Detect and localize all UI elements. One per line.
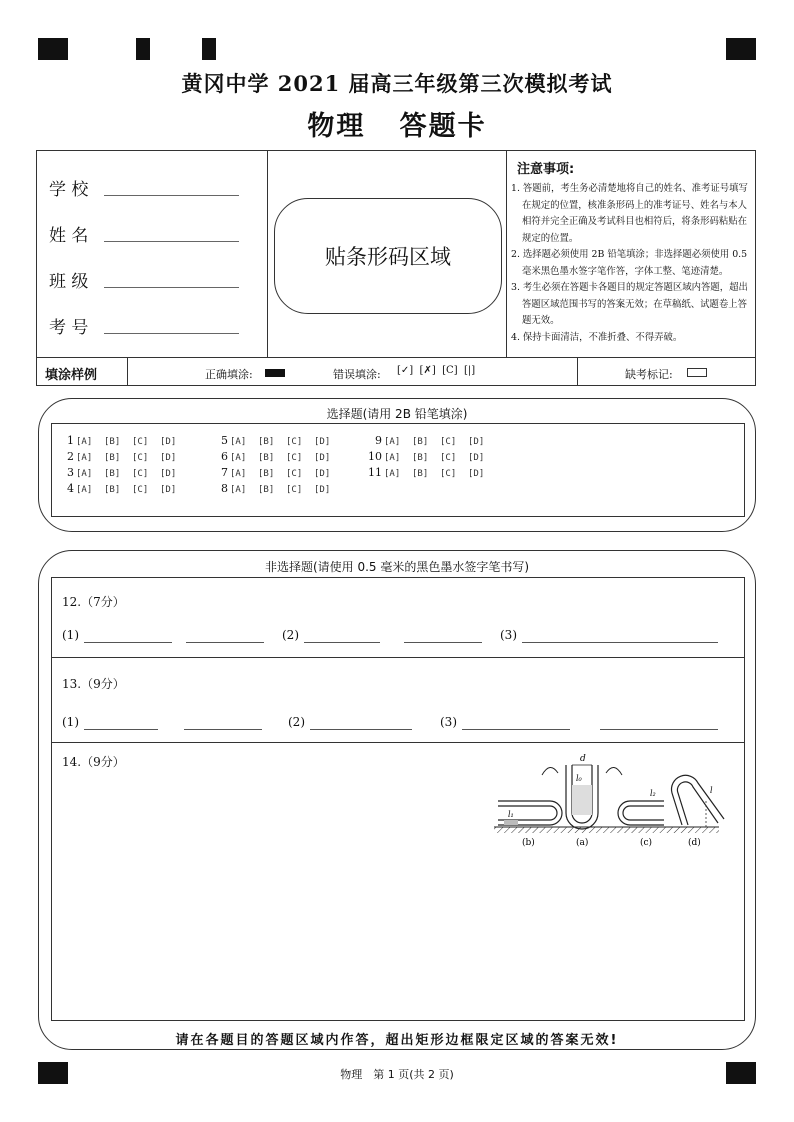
- fig-label-c: (c): [640, 838, 653, 848]
- class-field[interactable]: [49, 267, 88, 292]
- question-number: 4: [67, 482, 74, 495]
- answer-bubble[interactable]: [A]: [384, 453, 401, 463]
- absent-mark-label: 缺考标记:: [625, 368, 673, 381]
- answer-bubble[interactable]: [D]: [160, 469, 177, 479]
- registration-mark-top-right: [726, 38, 756, 60]
- answer-bubble[interactable]: [A]: [76, 469, 93, 479]
- nonchoice-section: [38, 550, 756, 1050]
- question-number: 11: [368, 466, 382, 479]
- answer-bubble[interactable]: [C]: [132, 437, 149, 447]
- choice-question-row: [212, 482, 342, 495]
- student-info-block: [36, 150, 756, 358]
- answer-bubble[interactable]: [D]: [314, 453, 331, 463]
- name-line: [104, 241, 239, 242]
- answer-bubble[interactable]: [C]: [440, 437, 457, 447]
- answer-bubble[interactable]: [C]: [286, 485, 303, 495]
- answer-bubble[interactable]: [A]: [384, 469, 401, 479]
- notes-list: [511, 181, 753, 346]
- choice-question-row: [366, 450, 496, 463]
- answer-bubble[interactable]: [A]: [230, 485, 247, 495]
- absent-mark-box[interactable]: [687, 368, 707, 377]
- exam-number-label: 考 号: [49, 318, 89, 338]
- choice-question-row: [366, 434, 496, 447]
- choice-question-row: [366, 466, 496, 479]
- name-field[interactable]: [49, 221, 88, 246]
- class-label: 班 级: [49, 272, 89, 292]
- answer-bubble[interactable]: [D]: [468, 437, 485, 447]
- card-title: [0, 104, 794, 143]
- answer-bubble[interactable]: [B]: [412, 437, 429, 447]
- school-field[interactable]: [49, 175, 88, 200]
- answer-bubble[interactable]: [D]: [314, 485, 331, 495]
- answer-bubble[interactable]: [B]: [104, 485, 121, 495]
- nonchoice-title: 非选择题(请使用 0.5 毫米的黑色墨水签字笔书写): [264, 560, 530, 574]
- question-number: 3: [67, 466, 74, 479]
- answer-bubble[interactable]: [B]: [258, 453, 275, 463]
- answer-bubble[interactable]: [C]: [286, 469, 303, 479]
- answer-bubble[interactable]: [B]: [258, 485, 275, 495]
- answer-bubble[interactable]: [C]: [132, 469, 149, 479]
- q12-area: [52, 578, 744, 658]
- answer-bubble[interactable]: [C]: [132, 485, 149, 495]
- notes-panel: [506, 151, 757, 357]
- question-number: 9: [375, 434, 382, 447]
- answer-area-warning: 请在各题目的答题区域内作答，超出矩形边框限定区域的答案无效!: [175, 1033, 619, 1048]
- choice-title: 选择题(请用 2B 铅笔填涂): [326, 407, 468, 421]
- dim-l2: l₂: [650, 789, 656, 798]
- class-line: [104, 287, 239, 288]
- answer-bubble[interactable]: [B]: [258, 469, 275, 479]
- name-label: 姓 名: [49, 226, 89, 246]
- fig-label-d: (d): [688, 838, 701, 848]
- answer-bubble[interactable]: [B]: [412, 453, 429, 463]
- answer-bubble[interactable]: [C]: [286, 453, 303, 463]
- q13-label: 13.（9分）: [62, 677, 125, 691]
- question-number: 5: [221, 434, 228, 447]
- answer-bubble[interactable]: [D]: [160, 485, 177, 495]
- answer-bubble[interactable]: [C]: [440, 453, 457, 463]
- answer-bubble[interactable]: [C]: [132, 453, 149, 463]
- choice-question-row: [212, 466, 342, 479]
- fig-label-b: (b): [522, 838, 535, 848]
- correct-fill-mark: [265, 369, 285, 377]
- answer-bubble[interactable]: [B]: [104, 469, 121, 479]
- answer-bubble[interactable]: [C]: [440, 469, 457, 479]
- note-item: 1. 答题前，考生务必清楚地将自己的姓名、准考证号填写在规定的位置，核准条形码上的准考证号、姓名与本人相符并完全正确及考试科目也相符后，将条形码粘贴在规定的位置。: [511, 183, 748, 244]
- choice-question-row: [58, 466, 188, 479]
- answer-bubble[interactable]: [D]: [468, 469, 485, 479]
- correct-fill-label: 正确填涂:: [205, 368, 253, 381]
- answer-bubble[interactable]: [D]: [468, 453, 485, 463]
- wrong-fill-marks: [✓] [✗] [C] [|]: [397, 365, 476, 376]
- choice-question-row: [212, 450, 342, 463]
- q12-blank-1[interactable]: (1): [62, 628, 79, 642]
- note-item: 2. 选择题必须使用 2B 铅笔填涂；非选择题必须使用 0.5 毫米黑色墨水签字笔作答，字体工整、笔迹清楚。: [511, 249, 748, 277]
- question-number: 6: [221, 450, 228, 463]
- question-number: 10: [368, 450, 382, 463]
- answer-bubble[interactable]: [D]: [314, 437, 331, 447]
- q13-blank-3[interactable]: (3): [440, 715, 457, 729]
- subject-name: 物理: [307, 111, 366, 142]
- answer-bubble[interactable]: [A]: [230, 453, 247, 463]
- q12-blank-2[interactable]: (2): [282, 628, 299, 642]
- note-item: 3. 考生必须在答题卡各题目的规定答题区域内答题，超出答题区域范围书写的答案无效；在草稿纸、试题卷上答题无效。: [511, 282, 748, 326]
- exam-title: 黄冈中学 2021 届高三年级第三次模拟考试: [181, 71, 613, 96]
- answer-bubble[interactable]: [A]: [76, 437, 93, 447]
- answer-bubble[interactable]: [A]: [384, 437, 401, 447]
- dim-l0: l₀: [576, 774, 582, 783]
- school-line: [104, 195, 239, 196]
- answer-bubble[interactable]: [B]: [104, 453, 121, 463]
- answer-bubble[interactable]: [D]: [160, 453, 177, 463]
- choice-grid: [51, 423, 745, 517]
- choice-question-row: [58, 482, 188, 495]
- q12-label: 12.（7分）: [62, 595, 125, 609]
- question-number: 2: [67, 450, 74, 463]
- fig-label-a: (a): [576, 838, 589, 848]
- question-number: 8: [221, 482, 228, 495]
- card-type: 答题卡: [399, 111, 487, 142]
- choice-question-row: [58, 450, 188, 463]
- answer-bubble[interactable]: [B]: [104, 437, 121, 447]
- student-fields: [37, 151, 268, 357]
- q12-blank-3[interactable]: (3): [500, 628, 517, 642]
- answer-bubble[interactable]: [D]: [314, 469, 331, 479]
- q13-blank-1[interactable]: (1): [62, 715, 79, 729]
- answer-bubble[interactable]: [A]: [230, 469, 247, 479]
- dim-l1: l₁: [508, 810, 514, 819]
- question-number: 7: [221, 466, 228, 479]
- wrong-fill-label: 错误填涂:: [333, 368, 381, 381]
- choice-question-row: [58, 434, 188, 447]
- registration-mark-top-2: [136, 38, 150, 60]
- dim-l: l: [710, 786, 713, 795]
- exam-number-line: [104, 333, 239, 334]
- answer-bubble[interactable]: [B]: [412, 469, 429, 479]
- nonchoice-answer-area: [51, 577, 745, 1021]
- answer-bubble[interactable]: [A]: [230, 437, 247, 447]
- choice-section: [38, 398, 756, 532]
- choice-question-row: [212, 434, 342, 447]
- dim-d: d: [580, 754, 586, 764]
- answer-bubble[interactable]: [C]: [286, 437, 303, 447]
- q13-blank-2[interactable]: (2): [288, 715, 305, 729]
- question-number: 1: [67, 434, 74, 447]
- q13-area: [52, 657, 744, 743]
- registration-mark-top-3: [202, 38, 216, 60]
- u-tube-figure: [492, 753, 732, 853]
- answer-bubble[interactable]: [A]: [76, 453, 93, 463]
- fill-sample-label: 填涂样例: [45, 368, 98, 383]
- answer-bubble[interactable]: [D]: [160, 437, 177, 447]
- q14-label: 14.（9分）: [62, 755, 125, 769]
- note-item: 4. 保持卡面清洁，不准折叠、不得弄破。: [511, 331, 683, 343]
- notes-title: 注意事项:: [517, 162, 575, 177]
- answer-bubble[interactable]: [A]: [76, 485, 93, 495]
- page-number: 物理 第 1 页(共 2 页): [340, 1068, 454, 1081]
- school-label: 学 校: [49, 180, 89, 200]
- fill-sample-row: [36, 358, 756, 386]
- registration-mark-top-left: [38, 38, 68, 60]
- barcode-area: 贴条形码区域: [274, 198, 502, 314]
- answer-bubble[interactable]: [B]: [258, 437, 275, 447]
- exam-number-field[interactable]: [49, 313, 88, 338]
